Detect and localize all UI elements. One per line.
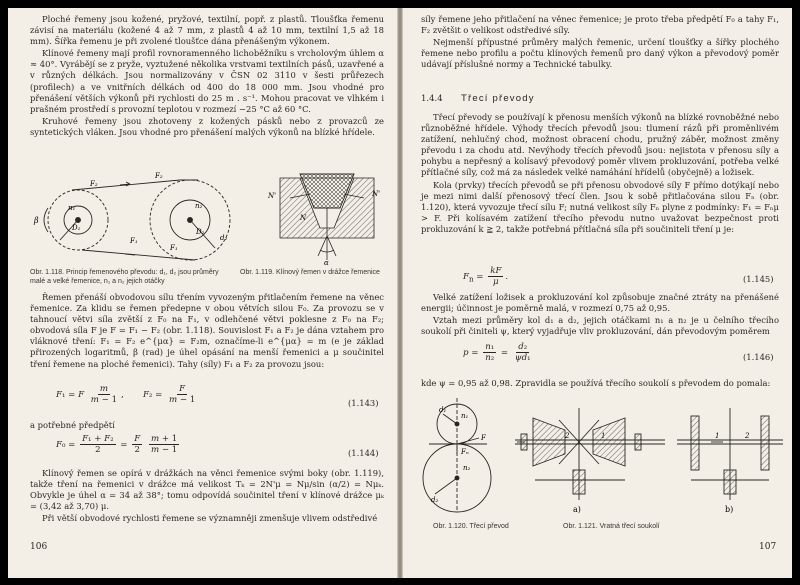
svg-text:d₂: d₂ (220, 234, 228, 242)
svg-text:d₁: d₁ (439, 406, 447, 414)
fig-118-belt-drive (30, 168, 252, 266)
svg-text:N': N' (268, 192, 277, 200)
right-text-lower (421, 292, 779, 338)
eq-1-144-number: (1.144) (348, 448, 379, 458)
svg-text:Fₙ: Fₙ (461, 448, 469, 456)
left-page-number: 106 (30, 542, 48, 552)
para-friction-intro: Třecí převody se používají k přenosu menších výkonů na blízké rovnoběžné nebo různoběžné hřídele. Výhody třecích převodů jsou: tlumení rázů při proměnlivém zatížení, nehlučný chod, možnost obracení chodu, pružný záběr, možnost změny převodu i za chodu atd. Nevýhody třecích převodů jsou: nejistota v přenosu síly a pohybu a nepřesný a kolísavý převodový poměr vlivem prokluzování, potřeba velké přítlačné síly, což má za následek velké namáhání hřídelů (obyčejně) a ložisek. (421, 112, 779, 178)
svg-text:2: 2 (745, 432, 750, 440)
svg-text:F₁: F₁ (130, 237, 138, 245)
fig-120-friction-drive (421, 394, 507, 518)
svg-text:n₁: n₁ (68, 204, 76, 212)
left-text-bottom (30, 468, 384, 525)
fig-120-caption: Obr. 1.120. Třecí převod (433, 523, 509, 530)
para-ratio: Vztah mezi průměry kol d₁ a d₂, jejich otáčkami n₁ a n₂ je u čelního třecího soukolí při činiteli ψ, který vyjadřuje vliv prokluzování, dán převodovým poměrem (421, 315, 779, 337)
para-speed: Při větší obvodové rychlosti řemene se významněji zmenšuje vlivem odstředivé (42, 513, 378, 524)
fig-121-label-b: b) (725, 505, 734, 514)
para-force-transfer: Řemen přenáší obvodovou sílu třením vyvozeným přitlačením řemene na věnec řemenice. Za klidu se řemen předepne v obou větvích silou F₀. Za provozu se v tahnoucí větvi síla zvětší z F₀ na F₁, v odlehčené větvi poklesne z F₀ na F₂; obvodová síla F je F = F₁ − F₂ (obr. 1.118). Souvislost F₁ a F₂ je dána vztahem pro vláknové tření: F₁ = F₂ e^{μα} = F₂m, označíme-li e^{μα} = m (e je základ přirozených logaritmů, β (rad) je úhel opásání na menší řemenici a μ součinitel tření řemene na ploché řemenici). Tahy (síly) F₁ a F₂ za provozu jsou: (30, 292, 384, 369)
svg-text:d₂: d₂ (431, 496, 439, 504)
svg-text:n₁: n₁ (461, 412, 469, 420)
svg-text:n₂: n₂ (195, 202, 203, 210)
para-wheels: Kola (prvky) třecích převodů se při přenosu obvodové síly F přímo dotýkají nebo je mezi nimi další přenosový třecí člen. Jsou k sobě přitlačována silou Fₙ (obr. 1.120), která vyvozuje třecí sílu F; nutná velikost síly Fₙ plyne z podmínky: F₁ = Fₙμ > F. Při kolísavém zatížení třecího převodu nutno uvažovat bezpečnost proti prokluzování k ≧ 2, takže potřebná přítlačná síla při součiniteli tření μ je: (421, 179, 779, 234)
section-title: Třecí převody (461, 93, 535, 104)
para-min-diameters: Nejmenší přípustné průměry malých řemenic, určení tloušťky a šířky plochého řemene nebo profilu a počtu klínových řemenů pro daný výkon a převodový poměr udávají příslušné normy a Technické tabulky. (421, 37, 779, 70)
left-prestress-text (30, 420, 384, 432)
svg-text:n₂: n₂ (463, 464, 471, 472)
para-vbelts: Klínové řemeny mají profil rovnoramenného lichoběžníku s vrcholovým úhlem α ≈ 40°. Vyrábějí se z pryže, vyztužené několika vrstvami textilních pásů, uzavřené a v různých délkách. Jsou normalizovány v ČSN 02 3110 v šesti průřezech (profilech) a ve vnitřních délkách od 400 do 18 000 mm. Jsou vhodné pro přenášení větších výkonů při rychlosti do 25 m . s⁻¹. Mohou pracovat ve vlhkém i prašném prostředí s provozní teplotou v rozmezí −25 °C až 60 °C. (30, 48, 384, 114)
equation-1-144: F₀ = $\frac{\text{F₁ + F₂}}{2}$ = $\frac{F}{2}$ $\frac{m + 1}{m - 1}$ (56, 434, 178, 455)
svg-text:N: N (300, 214, 307, 222)
right-text-middle (421, 112, 779, 236)
svg-text:1: 1 (715, 432, 720, 440)
section-number: 1.4.4 (421, 94, 443, 104)
para-round-belts: Kruhové řemeny jsou zhotoveny z kožených pásků nebo z provazců ze syntetických vláken. Jsou vhodné pro přenášení malých výkonů na blízké hřídele. (30, 115, 384, 137)
para-flat-belts: Ploché řemeny jsou kožené, pryžové, textilní, popř. z plastů. Tloušťka řemenu závisí na materiálu (kožené 4 až 7 mm, z plastů 4 až 10 mm, textilní 1,5 až 18 mm). Šířka řemenu je při zvolené tloušťce dána přenášeným výkonem. (30, 14, 384, 47)
svg-text:β: β (34, 216, 39, 225)
para-psi: kde ψ = 0,95 až 0,98. Zpravidla se používá třecího soukolí s převodem do pomala: (421, 378, 771, 388)
right-page (402, 8, 792, 578)
svg-text:2: 2 (565, 432, 570, 440)
right-text-top (421, 14, 779, 71)
left-page (8, 8, 398, 578)
fig-119-caption: Obr. 1.119. Klínový řemen v drážce řemenice (240, 269, 380, 276)
svg-text:1: 1 (601, 432, 606, 440)
fig-121-label-a: a) (573, 505, 581, 514)
left-text-top (30, 14, 384, 139)
svg-text:D₂: D₂ (196, 228, 205, 236)
svg-text:F₂: F₂ (90, 180, 98, 188)
equation-1-143: F₁ = F $\frac{m}{m - 1}$ , F₂ = $\frac{F}{m - 1}$ (56, 384, 196, 405)
right-psi-text (421, 378, 779, 390)
svg-text:F: F (481, 434, 486, 442)
fig-118-caption: Obr. 1.118. Princip řemenového převodu: d₁, d₂ jsou průměry malé a velké řemenice, n₁ a n₂ jejich otáčky (30, 269, 219, 285)
fig-121-caption: Obr. 1.121. Vratná třecí soukolí (563, 523, 660, 530)
eq-1-145-number: (1.145) (743, 274, 774, 284)
svg-text:N': N' (372, 190, 381, 198)
equation-1-146: p = $\frac{\text{n₁}}{\text{n₂}}$ = $\frac{\text{d₂}}{\text{ψd₁}}$ (463, 342, 531, 363)
para-vbelt-friction: Klínový řemen se opírá v drážkách na věnci řemenice svými boky (obr. 1.119), takže tření na řemenici v drážce má velikost Tₖ = 2N'μ = Nμ/sin (α/2) = Nμₖ. Obvykle je úhel α = 34 až 38°; tomu odpovídá součinitel tření v klínové drážce μₖ = (3,42 až 3,70) μ. (30, 468, 384, 512)
eq-1-146-number: (1.146) (743, 352, 774, 362)
para-continuation: síly řemene jeho přitlačení na věnec řemenice; je proto třeba předpětí F₀ a tahy F₁, F₂ zvětšit o velikost odstředivé síly. (421, 14, 779, 36)
right-page-number: 107 (759, 542, 777, 552)
left-text-middle (30, 292, 384, 371)
svg-text:F₂: F₂ (155, 172, 163, 180)
fig-121-reversing-gear (515, 400, 785, 516)
fig-119-vbelt-groove (260, 168, 394, 266)
svg-text:α: α (324, 259, 329, 266)
svg-text:F₁: F₁ (170, 244, 178, 252)
eq-1-143-number: (1.143) (348, 398, 379, 408)
equation-1-145: $F_n$ = $\frac{kF}{\mu}$ . (463, 266, 509, 287)
para-bearings: Velké zatížení ložisek a prokluzování kol způsobuje značné ztráty na přenášené energii; účinnost je poměrně malá, v rozmezí 0,75 až 0,95. (421, 292, 779, 314)
para-prestress: a potřebné předpětí (30, 420, 115, 430)
svg-text:D₁: D₁ (72, 224, 81, 232)
